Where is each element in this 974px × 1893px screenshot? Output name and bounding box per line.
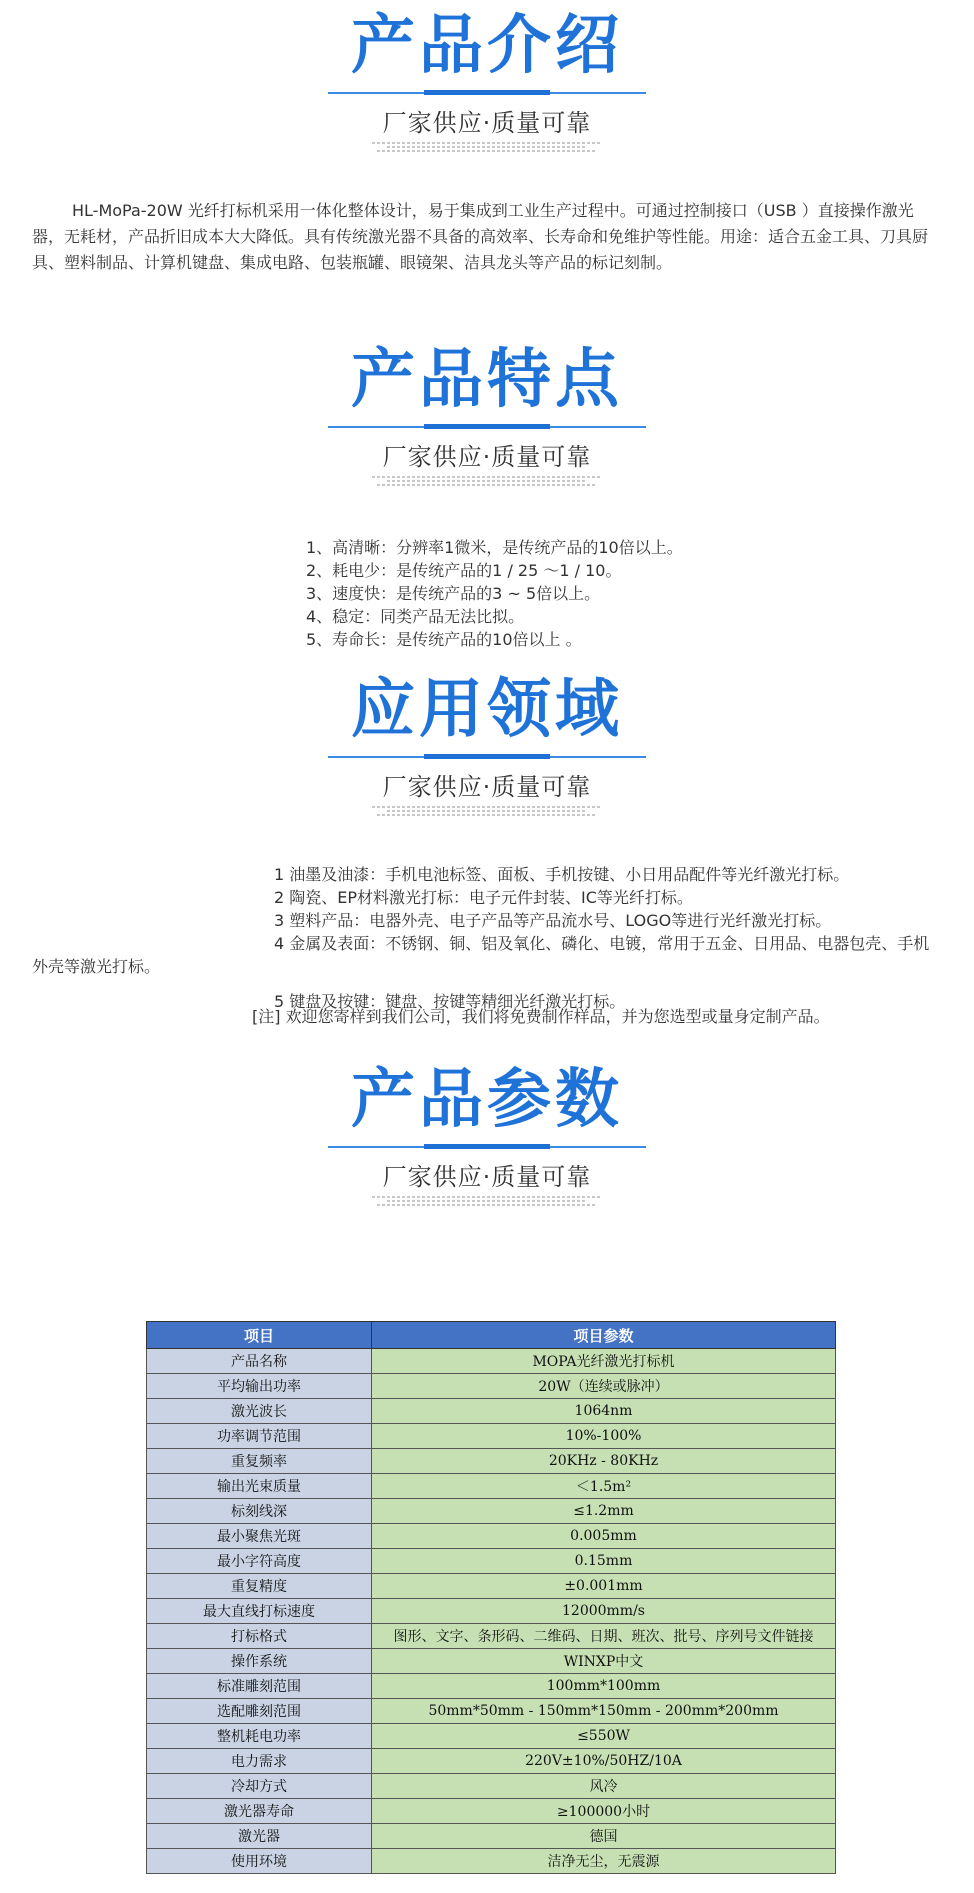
note-text: [注] 欢迎您寄样到我们公司，我们将免费制作样品，并为您选型或量身定制产品。: [252, 1007, 830, 1026]
column-header: 项目参数: [372, 1322, 836, 1349]
param-name: 最大直线打标速度: [147, 1599, 372, 1624]
table-header-row: [147, 1322, 836, 1349]
section-subtitle: 厂家供应·质量可靠: [382, 773, 592, 801]
table-row: [147, 1749, 836, 1774]
section-subtitle: 厂家供应·质量可靠: [382, 1163, 592, 1191]
param-name: 产品名称: [147, 1349, 372, 1374]
table-row: [147, 1549, 836, 1574]
list-item: 3 塑料产品：电器外壳、电子产品等产品流水号、LOGO等进行光纤激光打标。: [274, 911, 832, 930]
list-item: 2 陶瓷、EP材料激光打标：电子元件封装、IC等光纤打标。: [274, 888, 693, 907]
param-value: 1064nm: [372, 1399, 836, 1424]
param-value: 10%-100%: [372, 1424, 836, 1449]
list-item: 3、速度快：是传统产品的3 ~ 5倍以上。: [306, 584, 601, 603]
param-value: 220V±10%/50HZ/10A: [372, 1749, 836, 1774]
param-name: 操作系统: [147, 1649, 372, 1674]
param-name: 标准雕刻范围: [147, 1674, 372, 1699]
section-title: 产品参数: [351, 1063, 623, 1137]
param-name: 重复精度: [147, 1574, 372, 1599]
param-value: 0.005mm: [372, 1524, 836, 1549]
param-value: 20KHz - 80KHz: [372, 1449, 836, 1474]
param-name: 最小字符高度: [147, 1549, 372, 1574]
decorative-fineprint: [0, 142, 974, 152]
table-row: [147, 1674, 836, 1699]
list-item: 1、高清晰：分辨率1微米，是传统产品的10倍以上。: [306, 538, 683, 557]
param-value: ≤1.2mm: [372, 1499, 836, 1524]
param-value: 0.15mm: [372, 1549, 836, 1574]
table-row: [147, 1724, 836, 1749]
section-header-applications: [0, 670, 974, 818]
table-row: [147, 1649, 836, 1674]
param-name: 平均输出功率: [147, 1374, 372, 1399]
param-name: 使用环境: [147, 1849, 372, 1874]
param-value: 图形、文字、条形码、二维码、日期、班次、批号、序列号文件链接: [372, 1624, 836, 1649]
param-value: 12000mm/s: [372, 1599, 836, 1624]
table-row: [147, 1474, 836, 1499]
param-name: 冷却方式: [147, 1774, 372, 1799]
section-title: 应用领域: [351, 673, 623, 747]
table-row: [147, 1599, 836, 1624]
table-row: [147, 1449, 836, 1474]
list-item: 5 键盘及按键：键盘、按键等精细光纤激光打标。: [274, 992, 626, 1011]
param-name: 标刻线深: [147, 1499, 372, 1524]
decorative-fineprint: [0, 1196, 974, 1206]
title-underline: [328, 756, 646, 758]
param-value: 100mm*100mm: [372, 1674, 836, 1699]
list-item: 2、耗电少：是传统产品的1 / 25 ～1 / 10。: [306, 561, 622, 580]
param-value: ＜1.5m²: [372, 1474, 836, 1499]
list-item: 4 金属及表面：不锈钢、铜、铝及氧化、磷化、电镀，常用于五金、日用品、电器包壳、手机: [274, 934, 930, 953]
list-item: 5、寿命长：是传统产品的10倍以上 。: [306, 630, 582, 649]
param-name: 整机耗电功率: [147, 1724, 372, 1749]
param-value: ±0.001mm: [372, 1574, 836, 1599]
table-row: [147, 1524, 836, 1549]
param-name: 选配雕刻范围: [147, 1699, 372, 1724]
param-value: 50mm*50mm - 150mm*150mm - 200mm*200mm: [372, 1699, 836, 1724]
table-row: [147, 1624, 836, 1649]
column-header: 项目: [147, 1322, 372, 1349]
table-row: [147, 1399, 836, 1424]
table-body: [147, 1349, 836, 1874]
param-name: 最小聚焦光斑: [147, 1524, 372, 1549]
section-header-features: [0, 340, 974, 488]
list-item: 外壳等激光打标。: [32, 957, 161, 976]
section-title: 产品特点: [351, 343, 623, 417]
table-row: [147, 1824, 836, 1849]
list-item: 4、稳定：同类产品无法比拟。: [306, 607, 525, 626]
param-value: 风冷: [372, 1774, 836, 1799]
section-title: 产品介绍: [351, 9, 623, 83]
features-list: [306, 536, 683, 651]
param-value: MOPA光纤激光打标机: [372, 1349, 836, 1374]
param-name: 电力需求: [147, 1749, 372, 1774]
section-subtitle: 厂家供应·质量可靠: [382, 443, 592, 471]
table-row: [147, 1349, 836, 1374]
intro-paragraph: HL-MoPa-20W 光纤打标机采用一体化整体设计，易于集成到工业生产过程中。可通过控制接口（USB ）直接操作激光器，无耗材，产品折旧成本大大降低。具有传统激光器不具备的高效率、长寿命和免维护等性能。用途：适合五金工具、刀具厨具、塑料制品、计算机键盘、集成电路、包装瓶罐、眼镜架、洁具龙头等产品的标记刻制。: [32, 201, 929, 272]
table-row: [147, 1374, 836, 1399]
param-name: 重复频率: [147, 1449, 372, 1474]
table-row: [147, 1799, 836, 1824]
param-value: 德国: [372, 1824, 836, 1849]
title-underline: [328, 1146, 646, 1148]
section-header-params: [0, 1060, 974, 1208]
title-underline: [328, 92, 646, 94]
param-name: 激光器寿命: [147, 1799, 372, 1824]
param-value: 洁净无尘，无震源: [372, 1849, 836, 1874]
section-subtitle: 厂家供应·质量可靠: [382, 109, 592, 137]
title-underline: [328, 426, 646, 428]
list-item: 1 油墨及油漆：手机电池标签、面板、手机按键、小日用品配件等光纤激光打标。: [274, 865, 850, 884]
applications-list: [32, 863, 942, 1013]
param-value: WINXP中文: [372, 1649, 836, 1674]
table-row: [147, 1774, 836, 1799]
param-name: 激光波长: [147, 1399, 372, 1424]
table-row: [147, 1499, 836, 1524]
table-row: [147, 1699, 836, 1724]
decorative-fineprint: [0, 806, 974, 816]
param-name: 功率调节范围: [147, 1424, 372, 1449]
table-row: [147, 1424, 836, 1449]
param-value: 20W（连续或脉冲）: [372, 1374, 836, 1399]
table-row: [147, 1574, 836, 1599]
param-name: 打标格式: [147, 1624, 372, 1649]
table-row: [147, 1849, 836, 1874]
param-name: 输出光束质量: [147, 1474, 372, 1499]
param-value: ≤550W: [372, 1724, 836, 1749]
section-header-intro: [0, 6, 974, 154]
param-value: ≥100000小时: [372, 1799, 836, 1824]
decorative-fineprint: [0, 476, 974, 486]
param-name: 激光器: [147, 1824, 372, 1849]
params-table: [146, 1321, 836, 1874]
